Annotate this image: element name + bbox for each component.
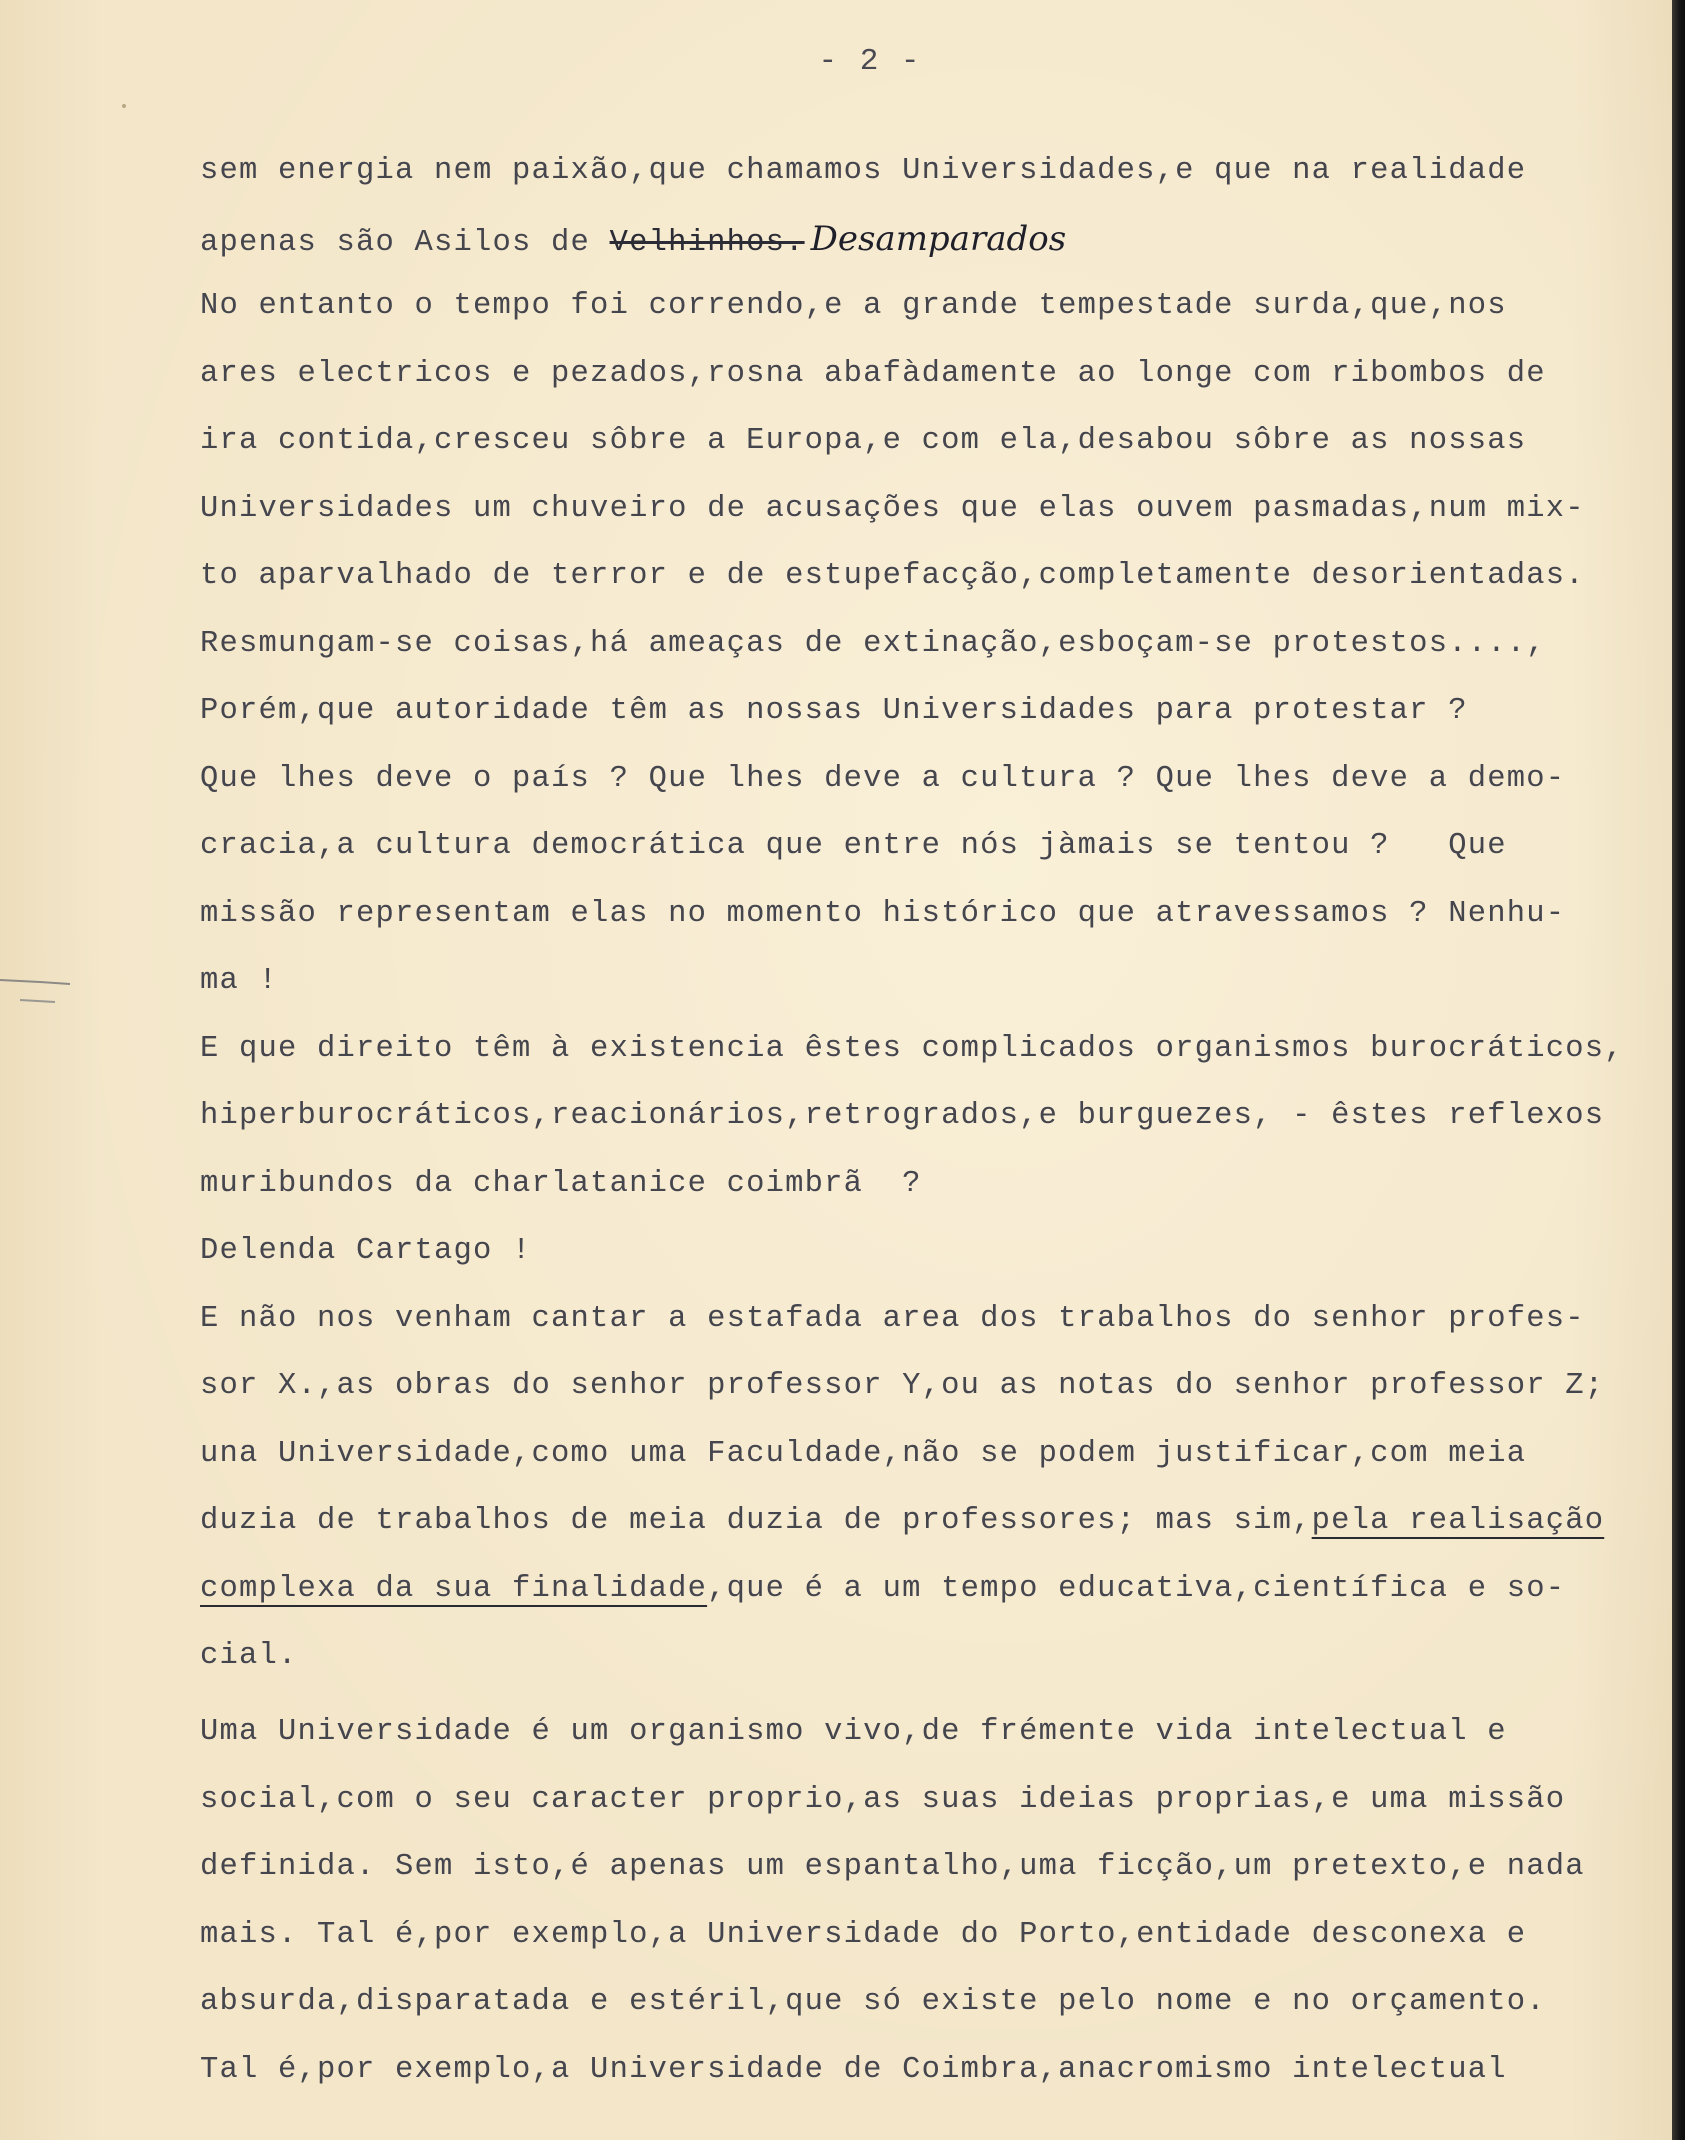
text-line: mais. Tal é,por exemplo,a Universidade do Porto,entidade desconexa e	[200, 1917, 1527, 1952]
text-line	[200, 1488, 1650, 1556]
text-line	[200, 1556, 1650, 1624]
scan-edge	[1672, 0, 1685, 2140]
text-line: una Universidade,como uma Faculdade,não se podem justificar,com meia	[200, 1436, 1527, 1471]
text-line: sor X.,as obras do senhor professor Y,ou as notas do senhor professor Z;	[200, 1369, 1605, 1403]
text-line: to aparvalhado de terror e de estupefacção,completamente desorientadas.	[200, 559, 1585, 593]
text-line: E que direito têm à existencia êstes complicados organismos burocráticos,	[200, 1031, 1624, 1066]
text-line: social,com o seu caracter proprio,as suas ideias proprias,e uma missão	[200, 1782, 1566, 1817]
struck-word: Velhinhos.	[609, 225, 805, 260]
text-line: Que lhes deve o país ? Que lhes deve a cultura ? Que lhes deve a demo-	[200, 761, 1566, 796]
text-line	[200, 206, 1650, 274]
underlined-phrase: pela realisação	[1311, 1504, 1605, 1538]
text-line: missão representam elas no momento histórico que atravessamos ? Nenhu-	[200, 896, 1566, 931]
text-line: ma !	[200, 964, 279, 998]
ink-speck	[118, 100, 130, 112]
page-number: - 2 -	[818, 44, 922, 79]
text-line: absurda,disparatada e estéril,que só existe pelo nome e no orçamento.	[200, 1985, 1546, 2019]
text-line: No entanto o tempo foi correndo,e a grande tempestade surda,que,nos	[200, 289, 1507, 323]
text-fragment: ,que é a um tempo educativa,científica e so-	[707, 1571, 1566, 1606]
text-line: Delenda Cartago !	[200, 1234, 532, 1268]
underlined-phrase: complexa da sua finalidade	[200, 1571, 708, 1606]
typewritten-body	[200, 138, 1650, 2104]
text-line: E não nos venham cantar a estafada area dos trabalhos do senhor profes-	[200, 1301, 1585, 1336]
text-line: Tal é,por exemplo,a Universidade de Coimbra,anacromismo intelectual	[200, 2052, 1507, 2087]
text-line: ares electricos e pezados,rosna abafàdamente ao longe com ribombos de	[200, 356, 1546, 391]
margin-pencil-marks	[0, 970, 110, 1050]
text-line: Uma Universidade é um organismo vivo,de frémente vida intelectual e	[200, 1715, 1507, 1749]
handwritten-correction: Desamparados	[810, 218, 1067, 259]
text-line: sem energia nem paixão,que chamamos Universidades,e que na realidade	[200, 154, 1527, 188]
text-line: Universidades um chuveiro de acusações que elas ouvem pasmadas,num mix-	[200, 491, 1585, 526]
text-line: Resmungam-se coisas,há ameaças de extinação,esboçam-se protestos....,	[200, 626, 1546, 661]
text-line: hiperburocráticos,reacionários,retrogrados,e burguezes, - êstes reflexos	[200, 1099, 1605, 1133]
text-fragment: duzia de trabalhos de meia duzia de professores; mas sim,	[200, 1504, 1312, 1538]
text-line: muribundos da charlatanice coimbrã ?	[200, 1166, 922, 1201]
text-line: Porém,que autoridade têm as nossas Universidades para protestar ?	[200, 694, 1468, 728]
text-line: cracia,a cultura democrática que entre nós jàmais se tentou ? Que	[200, 829, 1507, 863]
text-line: definida. Sem isto,é apenas um espantalho,uma ficção,um pretexto,e nada	[200, 1850, 1585, 1884]
text-fragment: apenas são Asilos de	[200, 225, 610, 260]
text-line: cial.	[200, 1639, 298, 1673]
text-line: ira contida,cresceu sôbre a Europa,e com ela,desabou sôbre as nossas	[200, 424, 1527, 458]
